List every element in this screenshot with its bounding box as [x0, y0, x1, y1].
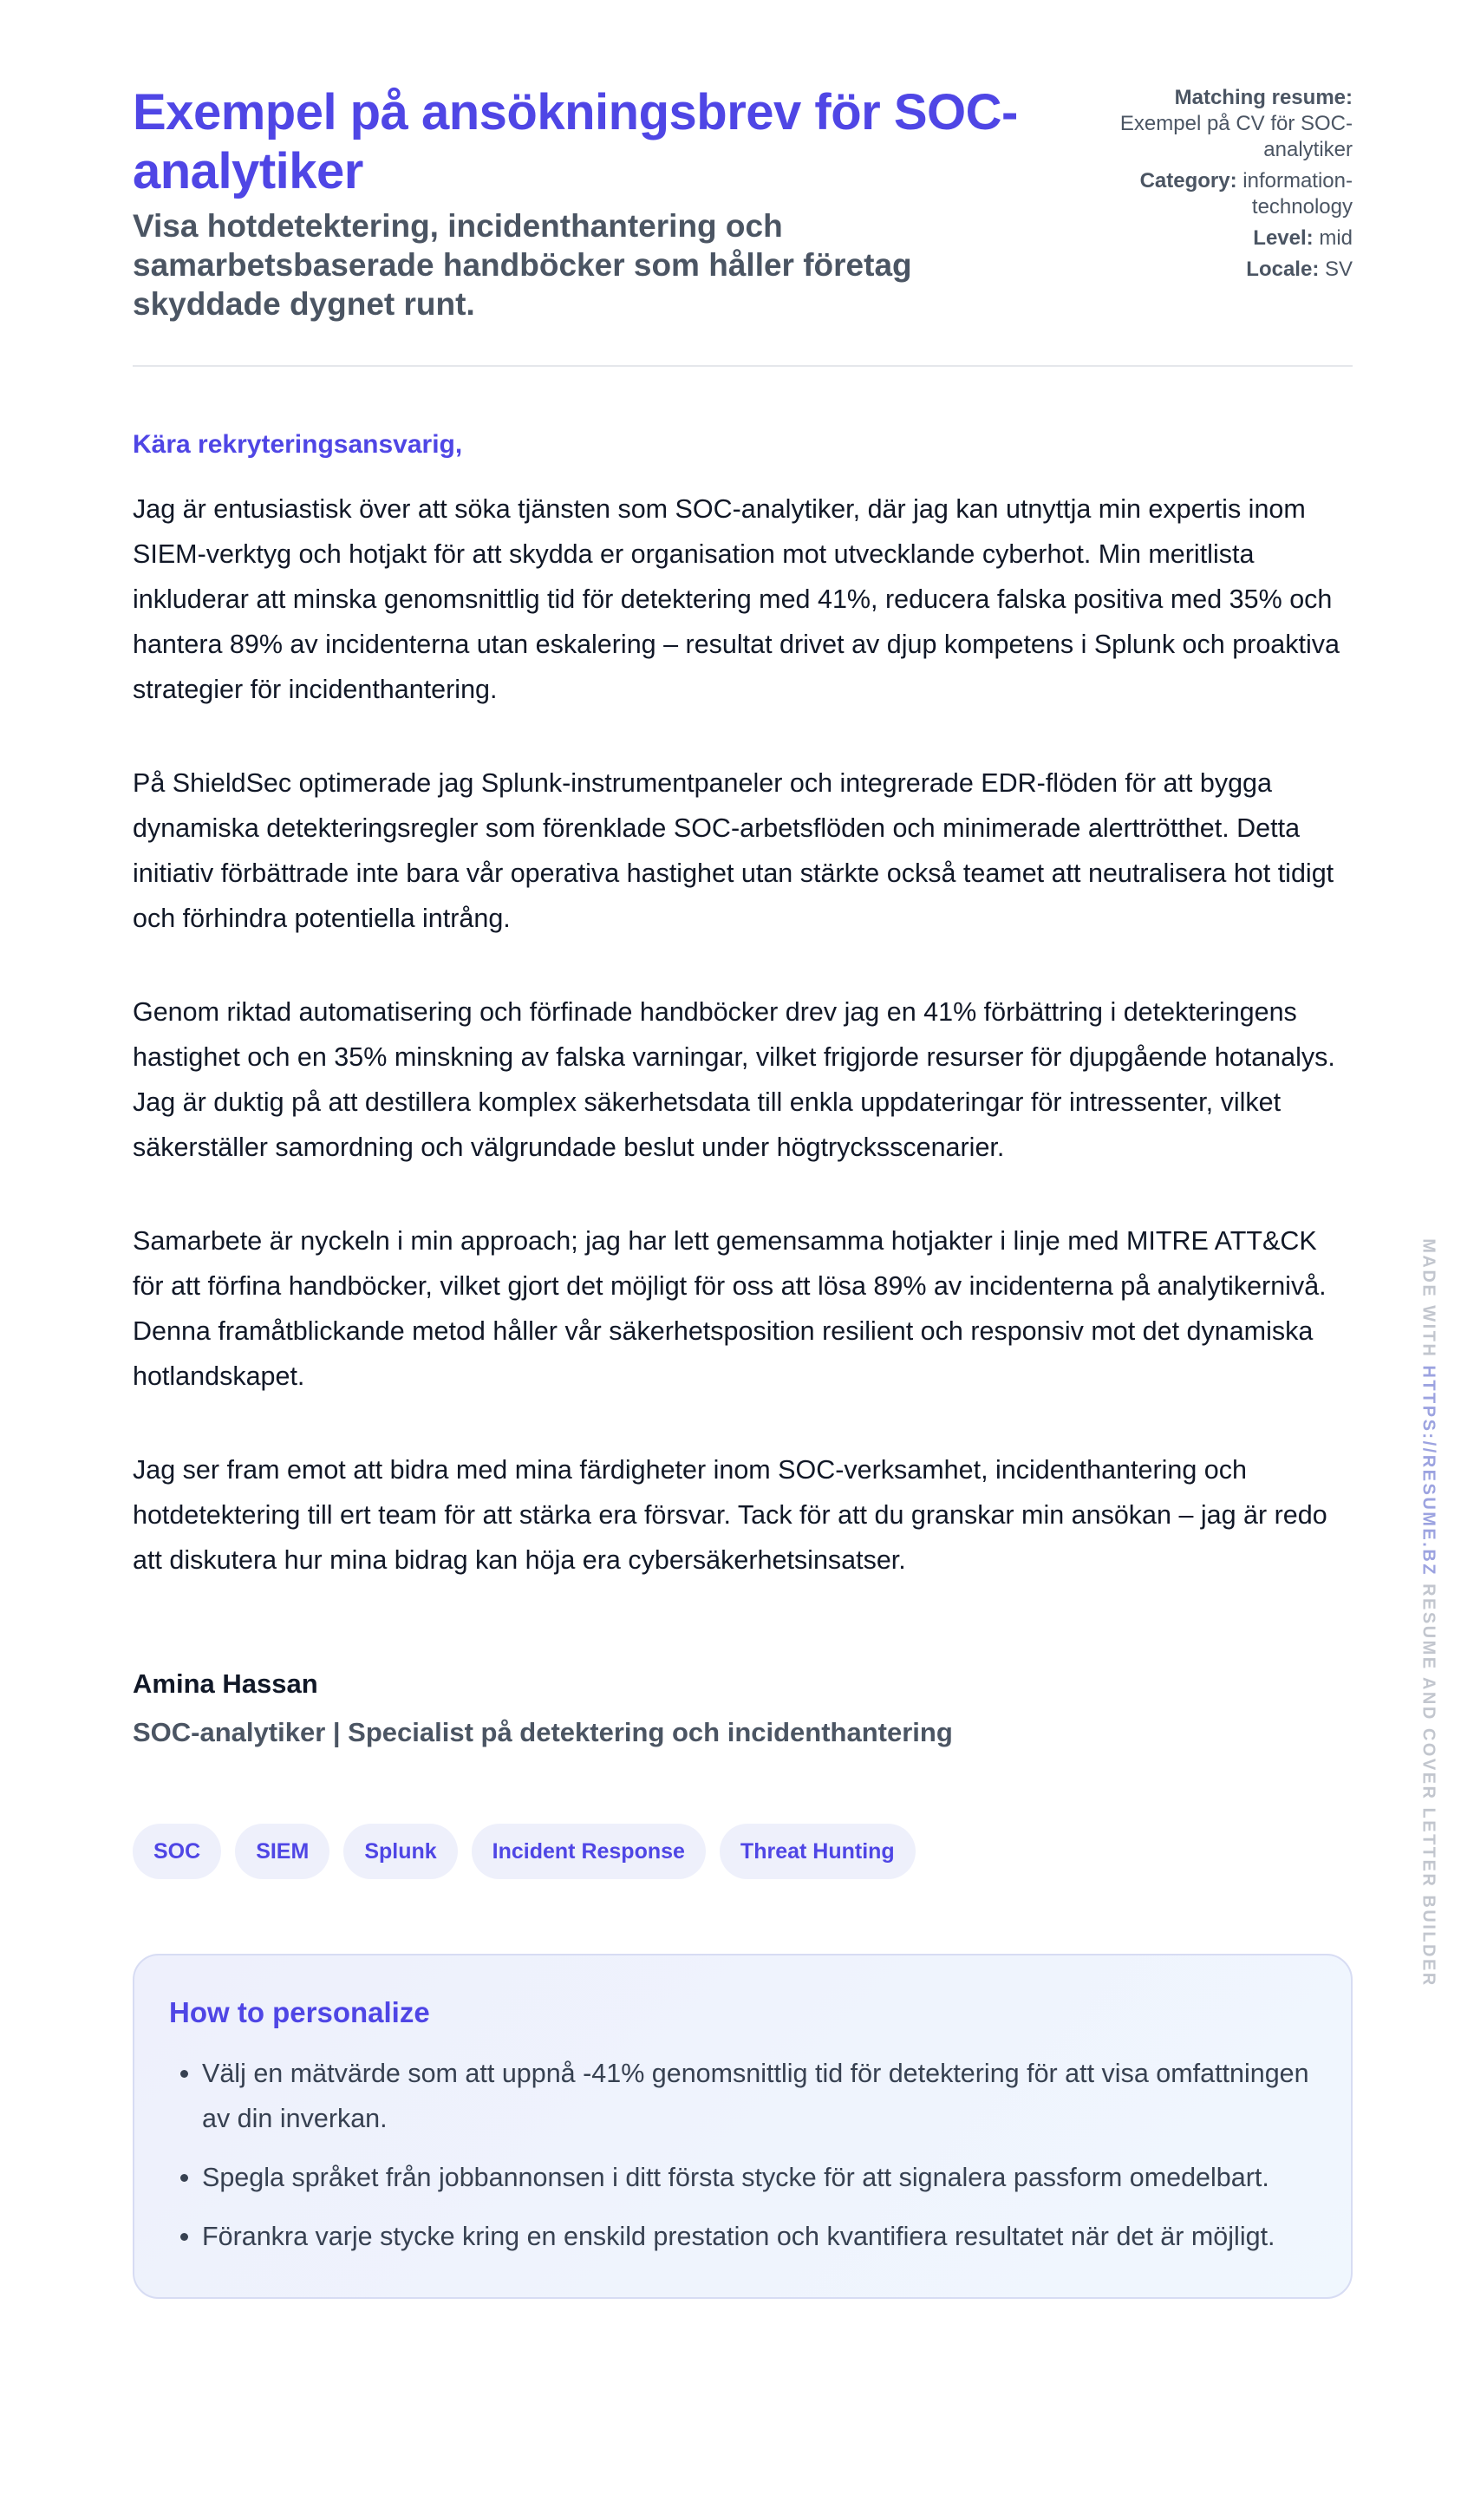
- meta-level-label: Level:: [1253, 226, 1314, 250]
- side-watermark: [1419, 1238, 1438, 1987]
- tag-threat-hunting[interactable]: Threat Hunting: [720, 1824, 916, 1879]
- meta-level-value: mid: [1319, 226, 1353, 250]
- tag-splunk[interactable]: Splunk: [343, 1824, 457, 1879]
- meta-matching-resume-value[interactable]: Exempel på CV för SOC-analytiker: [1119, 112, 1353, 161]
- tip-item: • Förankra varje stycke kring en enskild prestation och kvantifiera resultatet när det är möjligt.: [202, 2214, 1316, 2259]
- side-watermark-link[interactable]: HTTPS://RESUME.BZ: [1419, 1365, 1438, 1577]
- letter-paragraph: Samarbete är nyckeln i min approach; jag har lett gemensamma hotjakter i linje med MITRE ATT&CK för att förfina handböcker, vilket gjort det möjligt för oss att lösa 89% av incidenterna på analytikernivå. Denna framåtblickande metod håller vår säkerhetsposition resilient och responsiv mot det dynamiska hotlandskapet.: [133, 1226, 1327, 1391]
- meta-locale-value: SV: [1324, 258, 1353, 281]
- meta-level: [1084, 225, 1353, 251]
- page-title: Exempel på ansökningsbrev för SOC-analytiker: [133, 84, 1018, 199]
- page-subtitle: Visa hotdetektering, incidenthantering och samarbetsbaserade handböcker som håller företag skyddade dygnet runt.: [133, 208, 912, 322]
- meta-locale: [1084, 257, 1353, 283]
- cover-letter-page: [133, 83, 1353, 2299]
- side-watermark-suffix: RESUME AND COVER LETTER BUILDER: [1419, 1583, 1438, 1988]
- tips-list: [169, 2051, 1316, 2259]
- document-meta: [1084, 83, 1353, 288]
- meta-matching-resume-label: Matching resume:: [1174, 86, 1353, 109]
- tag-incident-response[interactable]: Incident Response: [472, 1824, 706, 1879]
- side-watermark-prefix: MADE WITH: [1419, 1238, 1438, 1359]
- meta-locale-label: Locale:: [1246, 258, 1320, 281]
- personalize-tips-card: [133, 1954, 1353, 2299]
- letter-paragraph: Genom riktad automatisering och förfinade handböcker drev jag en 41% förbättring i detekteringens hastighet och en 35% minskning av falska varningar, vilket frigjorde resurser för djupgående hotanalys. Jag är duktig på att destillera komplex säkerhetsdata till enkla uppdateringar för intressenter, vilket säkerställer samordning och välgrundade beslut under högtrycksscenarier.: [133, 997, 1335, 1162]
- document-header: [133, 83, 1353, 367]
- tips-title: How to personalize: [169, 1996, 430, 2028]
- letter-paragraph: Jag ser fram emot att bidra med mina färdigheter inom SOC-verksamhet, incidenthantering och hotdetektering till ert team för att stärka era försvar. Tack för att du granskar min ansökan – jag är redo att diskutera hur mina bidrag kan höja era cybersäkerhetsinsatser.: [133, 1455, 1327, 1575]
- signature-block: [133, 1631, 1353, 1751]
- meta-matching-resume: [1084, 85, 1353, 163]
- meta-category-label: Category:: [1139, 169, 1237, 193]
- letter-paragraph: På ShieldSec optimerade jag Splunk-instrumentpaneler och integrerade EDR-flöden för att bygga dynamiska detekteringsregler som förenklade SOC-arbetsflöden och minimerade alerttrötthet. Detta initiativ förbättrade inte bara vår operativa hastighet utan stärkte också teamet att neutralisera hot tidigt och förhindra potentiella intrång.: [133, 768, 1334, 933]
- letter-paragraph: Jag är entusiastisk över att söka tjänsten som SOC-analytiker, där jag kan utnyttja min expertis inom SIEM-verktyg och hotjakt för att skydda er organisation mot utvecklande cyberhot. Min meritlista inkluderar att minska genomsnittlig tid för detektering med 41%, reducera falska positiva med 35% och hantera 89% av incidenterna utan eskalering – resultat drivet av djup kompetens i Splunk och proaktiva strategier för incidenthantering.: [133, 494, 1340, 704]
- signature-name: Amina Hassan: [133, 1668, 318, 1699]
- salutation: Kära rekryteringsansvarig,: [133, 430, 463, 459]
- tip-item: • Välj en mätvärde som att uppnå -41% genomsnittlig tid för detektering för att visa omfattningen av din inverkan.: [202, 2051, 1316, 2141]
- meta-category: [1084, 168, 1353, 220]
- meta-category-value: information-technology: [1242, 169, 1353, 219]
- title-block: [133, 83, 1052, 323]
- tag-siem[interactable]: SIEM: [235, 1824, 329, 1879]
- tag-soc[interactable]: SOC: [133, 1824, 221, 1879]
- letter-body: [133, 367, 1353, 1751]
- signature-role: SOC-analytiker | Specialist på detektering och incidenthantering: [133, 1717, 953, 1747]
- tip-item: • Spegla språket från jobbannonsen i ditt första stycke för att signalera passform omedelbart.: [202, 2155, 1316, 2200]
- skill-tags: [133, 1824, 1353, 1879]
